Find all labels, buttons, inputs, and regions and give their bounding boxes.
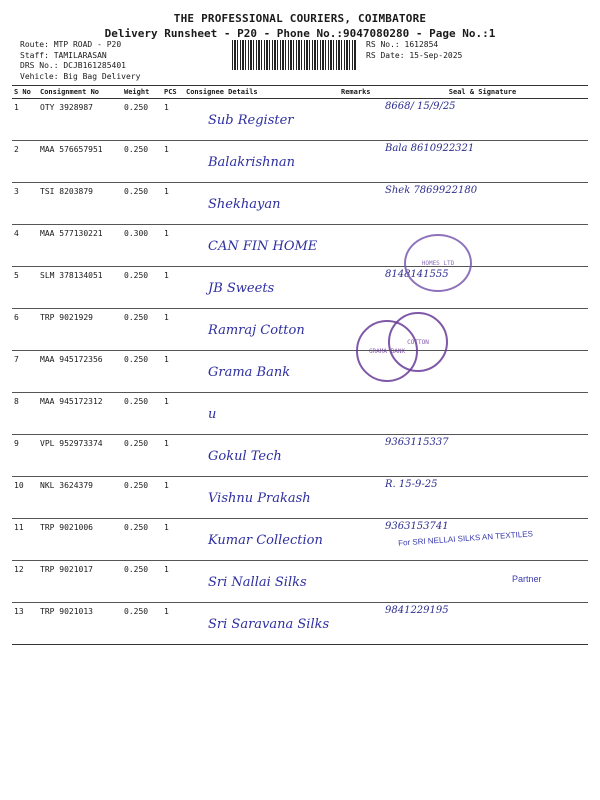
- cell-weight: 0.250: [122, 477, 162, 519]
- cell-consignment-no: TSI 8203879: [38, 183, 122, 225]
- consignee-handwriting: Grama Bank: [208, 365, 291, 380]
- cell-sno: 6: [12, 309, 38, 351]
- cell-weight: 0.250: [122, 435, 162, 477]
- cell-remarks: [339, 561, 377, 603]
- cell-weight: 0.250: [122, 309, 162, 351]
- table-row: [12, 99, 588, 141]
- signature-handwriting: 9363115337: [385, 437, 449, 448]
- cell-pcs: 1: [162, 309, 184, 351]
- barcode: [232, 40, 357, 70]
- col-header-consignment: Consignment No: [38, 86, 122, 99]
- signature-handwriting: Shek 7869922180: [385, 185, 478, 196]
- cell-consignment-no: TRP 9021006: [38, 519, 122, 561]
- cell-weight: 0.250: [122, 561, 162, 603]
- table-row: [12, 435, 588, 477]
- signature-handwriting: 8148141555: [385, 269, 449, 280]
- cell-consignee: [184, 183, 339, 225]
- route-label: Route: MTP ROAD - P20: [20, 40, 122, 49]
- runsheet-subtitle: Delivery Runsheet - P20 - Phone No.:9047080280 - Page No.:1: [104, 27, 496, 40]
- cell-remarks: [339, 99, 377, 141]
- cell-weight: 0.250: [122, 519, 162, 561]
- cell-pcs: 1: [162, 519, 184, 561]
- table-row: [12, 351, 588, 393]
- cell-pcs: 1: [162, 561, 184, 603]
- signature-handwriting: R. 15-9-25: [385, 479, 438, 490]
- consignee-handwriting: JB Sweets: [208, 281, 275, 296]
- cell-pcs: 1: [162, 435, 184, 477]
- cell-pcs: 1: [162, 603, 184, 645]
- consignee-handwriting: CAN FIN HOME: [208, 239, 318, 254]
- cell-remarks: [339, 141, 377, 183]
- cell-consignment-no: OTY 3928987: [38, 99, 122, 141]
- cell-signature: [377, 561, 588, 603]
- cell-remarks: [339, 393, 377, 435]
- cell-consignment-no: MAA 945172312: [38, 393, 122, 435]
- cell-pcs: 1: [162, 141, 184, 183]
- cell-consignee: [184, 225, 339, 267]
- table-header-row: [12, 86, 588, 99]
- cell-remarks: [339, 267, 377, 309]
- consignee-handwriting: Shekhayan: [208, 197, 281, 212]
- rs-date-label: RS Date: 15-Sep-2025: [366, 50, 463, 60]
- cell-sno: 9: [12, 435, 38, 477]
- cell-remarks: [339, 183, 377, 225]
- rs-no-label: RS No.: 1612854: [366, 40, 439, 49]
- consignee-handwriting: Gokul Tech: [208, 449, 282, 464]
- cell-consignee: [184, 435, 339, 477]
- cell-signature: [377, 393, 588, 435]
- company-seal-stamp: HOMES LTD: [404, 234, 472, 292]
- cell-sno: 4: [12, 225, 38, 267]
- cell-weight: 0.250: [122, 603, 162, 645]
- cell-sno: 10: [12, 477, 38, 519]
- cell-consignee: [184, 561, 339, 603]
- cell-consignee: [184, 351, 339, 393]
- cell-signature: [377, 603, 588, 645]
- cell-sno: 8: [12, 393, 38, 435]
- cell-consignment-no: MAA 577130221: [38, 225, 122, 267]
- cell-pcs: 1: [162, 183, 184, 225]
- signature-handwriting: Bala 8610922321: [385, 143, 475, 154]
- signature-handwriting: 9363153741: [385, 521, 449, 532]
- cell-signature: [377, 141, 588, 183]
- cell-consignment-no: SLM 378134051: [38, 267, 122, 309]
- consignee-handwriting: Balakrishnan: [208, 155, 296, 170]
- cell-consignee: [184, 477, 339, 519]
- cell-sno: 13: [12, 603, 38, 645]
- cell-consignee: [184, 603, 339, 645]
- col-header-signature: Seal & Signature: [377, 86, 588, 99]
- cell-sno: 11: [12, 519, 38, 561]
- cell-consignment-no: MAA 945172356: [38, 351, 122, 393]
- cell-sno: 1: [12, 99, 38, 141]
- cell-remarks: [339, 603, 377, 645]
- cell-consignment-no: TRP 9021929: [38, 309, 122, 351]
- cell-sno: 3: [12, 183, 38, 225]
- cell-consignee: [184, 519, 339, 561]
- table-row: [12, 309, 588, 351]
- cell-pcs: 1: [162, 225, 184, 267]
- consignee-handwriting: Kumar Collection: [208, 533, 323, 548]
- cell-sno: 12: [12, 561, 38, 603]
- table-row: [12, 477, 588, 519]
- col-header-pcs: PCS: [162, 86, 184, 99]
- cell-remarks: [339, 477, 377, 519]
- runsheet-meta-right: [366, 40, 462, 61]
- signature-handwriting: 8668/ 15/9/25: [385, 101, 456, 112]
- table-row: [12, 603, 588, 645]
- table-row: [12, 267, 588, 309]
- table-row: [12, 225, 588, 267]
- staff-label: Staff: TAMILARASAN: [20, 50, 107, 60]
- cell-consignee: [184, 309, 339, 351]
- cell-consignee: [184, 141, 339, 183]
- cell-consignment-no: VPL 952973374: [38, 435, 122, 477]
- bank-seal-stamp: GRAMA BANK: [356, 320, 418, 382]
- cell-pcs: 1: [162, 267, 184, 309]
- delivery-table: [12, 85, 588, 645]
- cell-signature: [377, 183, 588, 225]
- cell-weight: 0.250: [122, 351, 162, 393]
- cell-sno: 5: [12, 267, 38, 309]
- cell-pcs: 1: [162, 477, 184, 519]
- cell-weight: 0.250: [122, 141, 162, 183]
- cell-signature: [377, 435, 588, 477]
- consignee-handwriting: Ramraj Cotton: [208, 323, 305, 338]
- cell-consignee: [184, 267, 339, 309]
- cell-consignee: [184, 393, 339, 435]
- table-row: [12, 183, 588, 225]
- col-header-sno: S No: [12, 86, 38, 99]
- cell-sno: 7: [12, 351, 38, 393]
- table-row: [12, 561, 588, 603]
- vehicle-label: Vehicle: Big Bag Delivery: [20, 71, 141, 81]
- col-header-consignee: Consignee Details: [184, 86, 339, 99]
- signature-handwriting: 9841229195: [385, 605, 449, 616]
- drs-label: DRS No.: DCJB161285401: [20, 61, 126, 70]
- runsheet-meta-left: [20, 40, 140, 82]
- cell-consignment-no: NKL 3624379: [38, 477, 122, 519]
- consignee-handwriting: Sub Register: [208, 113, 294, 128]
- cell-consignee: [184, 99, 339, 141]
- consignee-handwriting: Sri Saravana Silks: [208, 617, 330, 632]
- consignee-handwriting: Sri Nallai Silks: [208, 575, 307, 590]
- cell-remarks: [339, 225, 377, 267]
- cell-remarks: [339, 519, 377, 561]
- consignee-handwriting: u: [208, 407, 217, 422]
- cell-pcs: 1: [162, 99, 184, 141]
- table-row: [12, 141, 588, 183]
- cell-weight: 0.250: [122, 393, 162, 435]
- company-title: THE PROFESSIONAL COURIERS, COIMBATORE: [173, 12, 427, 25]
- cell-weight: 0.250: [122, 183, 162, 225]
- cell-consignment-no: TRP 9021013: [38, 603, 122, 645]
- col-header-weight: Weight: [122, 86, 162, 99]
- cell-signature: [377, 477, 588, 519]
- partner-stamp-text: Partner: [512, 574, 542, 584]
- cell-consignment-no: MAA 576657951: [38, 141, 122, 183]
- table-row: [12, 393, 588, 435]
- col-header-remarks: Remarks: [339, 86, 377, 99]
- cell-weight: 0.250: [122, 267, 162, 309]
- cell-weight: 0.250: [122, 99, 162, 141]
- cell-signature: [377, 99, 588, 141]
- cell-pcs: 1: [162, 351, 184, 393]
- cell-weight: 0.300: [122, 225, 162, 267]
- consignee-handwriting: Vishnu Prakash: [208, 491, 311, 506]
- cell-consignment-no: TRP 9021017: [38, 561, 122, 603]
- cell-pcs: 1: [162, 393, 184, 435]
- cell-remarks: [339, 435, 377, 477]
- silk-stamp-text: For SRI NELLAI SILKS AN TEXTILES: [397, 529, 534, 548]
- cotton-seal-stamp: COTTON: [388, 312, 448, 372]
- cell-sno: 2: [12, 141, 38, 183]
